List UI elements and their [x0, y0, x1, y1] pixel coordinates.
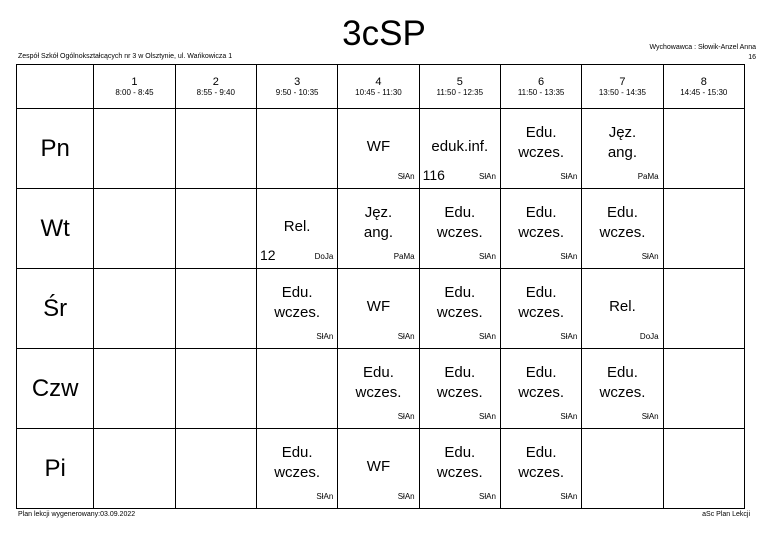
lesson-teacher: SłAn: [560, 412, 578, 421]
lesson-subject: WF: [366, 138, 391, 155]
lesson-cell: [338, 269, 419, 349]
day-label: Pn: [17, 109, 94, 189]
period-time: 10:45 - 11:30: [355, 87, 402, 97]
lesson-teacher: SłAn: [560, 492, 578, 501]
corner-cell: [17, 65, 94, 109]
lesson-cell: [94, 349, 175, 429]
lesson-cell: [419, 349, 500, 429]
software-name: aSc Plan Lekcji: [702, 511, 750, 518]
lesson-cell: [500, 189, 581, 269]
lesson-cell: [338, 189, 419, 269]
lesson-cell: [256, 269, 337, 349]
lesson-cell: [582, 189, 663, 269]
lesson-subject: WF: [366, 298, 391, 315]
lesson-teacher: SłAn: [397, 492, 415, 501]
day-row: [17, 269, 745, 349]
period-header: [500, 65, 581, 109]
lesson-teacher: SłAn: [397, 332, 415, 341]
lesson-subject: Jęz. ang.: [607, 124, 638, 161]
timetable: [16, 64, 745, 509]
school-name: Zespół Szkół Ogólnokształcących nr 3 w Olsztynie, ul. Wańkowicza 1: [18, 53, 233, 60]
day-label: Wt: [17, 189, 94, 269]
period-header: [256, 65, 337, 109]
period-number: 2: [212, 75, 219, 88]
lesson-teacher: SłAn: [479, 172, 496, 181]
lesson-subject: Jęz. ang.: [363, 204, 394, 241]
period-number: 4: [375, 75, 382, 88]
lesson-subject: Edu. wczes.: [436, 444, 483, 481]
period-header: [663, 65, 744, 109]
lesson-subject: Rel.: [283, 218, 311, 235]
lesson-subject: Edu. wczes.: [274, 444, 321, 481]
lesson-cell: [500, 109, 581, 189]
lesson-subject: Edu. wczes.: [518, 284, 565, 321]
lesson-cell: [500, 349, 581, 429]
lesson-subject: Edu. wczes.: [518, 444, 565, 481]
lesson-cell: [256, 189, 337, 269]
lesson-subject: Rel.: [609, 298, 636, 315]
lesson-cell: [663, 189, 744, 269]
lesson-subject: Edu. wczes.: [599, 204, 646, 241]
lesson-teacher: DoJa: [314, 252, 334, 261]
period-time: 9:50 - 10:35: [275, 87, 319, 97]
lesson-teacher: SłAn: [316, 332, 334, 341]
lesson-cell: [94, 269, 175, 349]
lesson-cell: [582, 429, 663, 509]
lesson-teacher: SłAn: [479, 252, 496, 261]
lesson-cell: [663, 349, 744, 429]
lesson-cell: [500, 429, 581, 509]
lesson-teacher: SłAn: [560, 252, 578, 261]
class-title: 3cSP: [342, 14, 426, 53]
lesson-cell: [419, 109, 500, 189]
period-number: 5: [456, 75, 463, 88]
lesson-cell: [582, 109, 663, 189]
period-header: [175, 65, 256, 109]
lesson-cell: [582, 349, 663, 429]
lesson-cell: [663, 269, 744, 349]
period-number: 1: [131, 75, 138, 88]
lesson-teacher: SłAn: [560, 172, 578, 181]
lesson-cell: [175, 269, 256, 349]
lesson-room: 12: [259, 247, 276, 263]
period-number: 7: [619, 75, 626, 88]
lesson-subject: Edu. wczes.: [436, 364, 483, 401]
lesson-teacher: SłAn: [479, 492, 496, 501]
lesson-teacher: SłAn: [641, 252, 659, 261]
lesson-cell: [338, 349, 419, 429]
period-number: 3: [294, 75, 301, 88]
lesson-teacher: SłAn: [397, 172, 415, 181]
lesson-teacher: PaMa: [393, 252, 415, 261]
period-time: 11:50 - 12:35: [436, 87, 484, 97]
lesson-teacher: SłAn: [479, 332, 496, 341]
lesson-room: 116: [422, 167, 445, 183]
lesson-cell: [175, 189, 256, 269]
timetable-body: [17, 109, 745, 509]
lesson-teacher: SłAn: [479, 412, 496, 421]
lesson-teacher: SłAn: [397, 412, 415, 421]
lesson-cell: [500, 269, 581, 349]
period-header: [94, 65, 175, 109]
lesson-subject: Edu. wczes.: [355, 364, 402, 401]
period-number: 6: [538, 75, 545, 88]
day-row: [17, 349, 745, 429]
lesson-teacher: SłAn: [641, 412, 659, 421]
lesson-cell: [338, 109, 419, 189]
lesson-subject: WF: [366, 458, 391, 475]
lesson-subject: Edu. wczes.: [518, 204, 565, 241]
homeroom-info: [649, 43, 756, 63]
lesson-cell: [94, 189, 175, 269]
lesson-cell: [94, 429, 175, 509]
period-time: 14:45 - 15:30: [680, 87, 728, 97]
lesson-cell: [94, 109, 175, 189]
lesson-subject: Edu. wczes.: [274, 284, 321, 321]
homeroom-teacher: Wychowawca : Słowik-Anzel Anna: [649, 44, 756, 51]
lesson-cell: [175, 349, 256, 429]
lesson-subject: Edu. wczes.: [436, 284, 483, 321]
lesson-cell: [256, 429, 337, 509]
lesson-subject: Edu. wczes.: [436, 204, 483, 241]
lesson-cell: [419, 429, 500, 509]
lesson-subject: Edu. wczes.: [518, 364, 565, 401]
lesson-teacher: DoJa: [639, 332, 659, 341]
period-header: [338, 65, 419, 109]
lesson-cell: [663, 429, 744, 509]
lesson-cell: [338, 429, 419, 509]
lesson-cell: [175, 109, 256, 189]
day-row: [17, 189, 745, 269]
day-label: Pi: [17, 429, 94, 509]
day-row: [17, 109, 745, 189]
period-number: 8: [700, 75, 707, 88]
day-label: Czw: [17, 349, 94, 429]
period-header: [419, 65, 500, 109]
lesson-subject: Edu. wczes.: [518, 124, 565, 161]
lesson-cell: [256, 109, 337, 189]
lesson-cell: [419, 189, 500, 269]
period-header-row: [17, 65, 745, 109]
lesson-cell: [175, 429, 256, 509]
period-time: 8:55 - 9:40: [196, 87, 235, 97]
lesson-cell: [582, 269, 663, 349]
lesson-subject: eduk.inf.: [431, 138, 489, 155]
generated-date: Plan lekcji wygenerowany:03.09.2022: [18, 511, 136, 518]
lesson-cell: [419, 269, 500, 349]
lesson-subject: Edu. wczes.: [599, 364, 646, 401]
lesson-teacher: SłAn: [560, 332, 578, 341]
period-time: 13:50 - 14:35: [598, 87, 647, 97]
lesson-cell: [663, 109, 744, 189]
day-row: [17, 429, 745, 509]
period-time: 8:00 - 8:45: [115, 87, 154, 97]
homeroom-room: 16: [748, 54, 756, 61]
period-header: [582, 65, 663, 109]
period-time: 11:50 - 13:35: [517, 87, 565, 97]
lesson-teacher: PaMa: [637, 172, 659, 181]
day-label: Śr: [17, 269, 94, 349]
lesson-teacher: SłAn: [316, 492, 334, 501]
lesson-cell: [256, 349, 337, 429]
